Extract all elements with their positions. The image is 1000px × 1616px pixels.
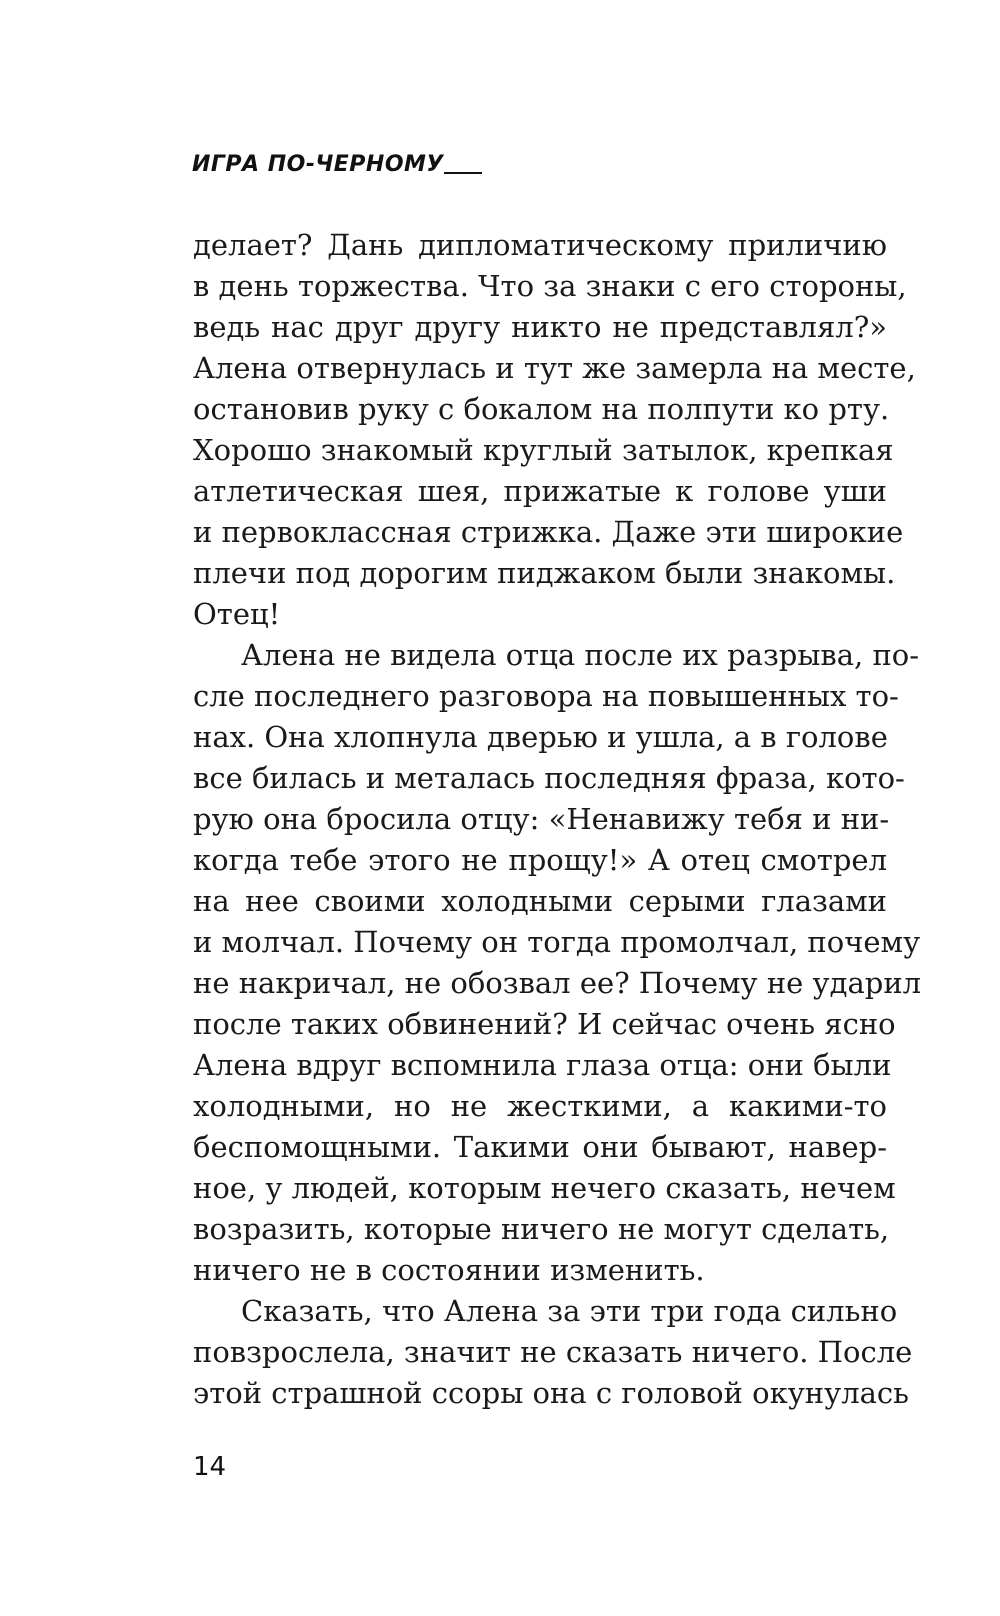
text-line: остановив руку с бокалом на полпути ко рту. xyxy=(193,392,890,426)
text-line: нах. Она хлопнула дверью и ушла, а в голове xyxy=(193,720,888,754)
text-line: на нее своими холодными серыми глазами xyxy=(193,884,887,918)
text-line: этой страшной ссоры она с головой окунулась xyxy=(193,1376,909,1410)
text-line: рую она бросила отцу: «Ненавижу тебя и ни- xyxy=(193,802,890,836)
running-head-rule xyxy=(444,172,482,174)
text-line: сле последнего разговора на повышенных то- xyxy=(193,679,899,713)
text-line: и первоклассная стрижка. Даже эти широкие xyxy=(193,515,904,549)
page-number: 14 xyxy=(193,1452,227,1482)
paragraph xyxy=(193,635,922,1291)
text-line: делает? Дань дипломатическому приличию xyxy=(193,228,887,262)
text-line: ное, у людей, которым нечего сказать, нечем xyxy=(193,1171,896,1205)
text-line: Алена не видела отца после их разрыва, по- xyxy=(241,638,920,672)
text-line: Алена отвернулась и тут же замерла на месте, xyxy=(193,351,916,385)
text-line: возразить, которые ничего не могут сделать, xyxy=(193,1212,890,1246)
text-line: плечи под дорогим пиджаком были знакомы. xyxy=(193,556,896,590)
running-head xyxy=(192,152,482,178)
text-line: после таких обвинений? И сейчас очень ясно xyxy=(193,1007,896,1041)
text-line: ничего не в состоянии изменить. xyxy=(193,1253,705,1287)
text-line: когда тебе этого не прощу!» А отец смотрел xyxy=(193,843,887,877)
text-line: в день торжества. Что за знаки с его стороны, xyxy=(193,269,907,303)
text-line: ведь нас друг другу никто не представлял?» xyxy=(193,310,887,344)
text-line: холодными, но не жесткими, а какими-то xyxy=(193,1089,887,1123)
text-line: все билась и металась последняя фраза, кото- xyxy=(193,761,905,795)
text-line: повзрослела, значит не сказать ничего. После xyxy=(193,1335,913,1369)
text-line: Сказать, что Алена за эти три года сильно xyxy=(241,1294,898,1328)
text-line: атлетическая шея, прижатые к голове уши xyxy=(193,474,887,508)
paragraph xyxy=(193,1291,913,1414)
running-head-title: ИГРА ПО-ЧЕРНОМУ xyxy=(192,152,444,177)
text-line: Отец! xyxy=(193,597,281,631)
text-line: Хорошо знакомый круглый затылок, крепкая xyxy=(193,433,894,467)
text-line: беспомощными. Такими они бывают, навер- xyxy=(193,1130,887,1164)
text-line: и молчал. Почему он тогда промолчал, почему xyxy=(193,925,921,959)
body-text xyxy=(193,225,922,1414)
text-line: не накричал, не обозвал ее? Почему не ударил xyxy=(193,966,922,1000)
text-line: Алена вдруг вспомнила глаза отца: они были xyxy=(193,1048,892,1082)
paragraph xyxy=(193,225,916,635)
